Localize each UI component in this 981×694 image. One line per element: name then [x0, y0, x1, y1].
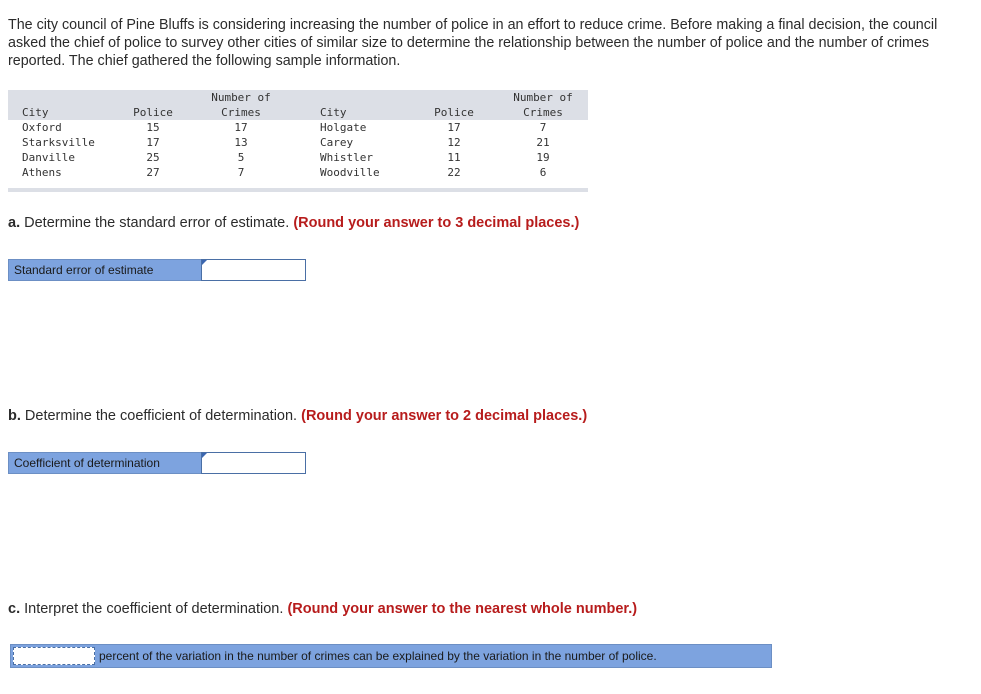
header-city-right: City	[320, 106, 347, 119]
question-c-text: Interpret the coefficient of determination.	[24, 601, 284, 617]
question-c-note: (Round your answer to the nearest whole number.)	[287, 601, 638, 617]
table-cell-city: Athens	[22, 166, 62, 179]
question-b-text: Determine the coefficient of determination.	[24, 408, 298, 424]
table-cell-city: Danville	[22, 151, 75, 164]
table-cell-police: 27	[146, 166, 160, 179]
table-cell-city: Starksville	[22, 136, 95, 149]
interpretation-row	[10, 644, 772, 668]
table-cell-crimes: 13	[234, 136, 248, 149]
table-cell-city: Woodville	[320, 166, 380, 179]
question-a-letter: a.	[8, 215, 21, 231]
table-cell-police: 12	[447, 136, 461, 149]
table-cell-city: Holgate	[320, 121, 367, 134]
table-cell-police: 17	[146, 136, 160, 149]
question-a-text: Determine the standard error of estimate.	[24, 215, 290, 231]
table-cell-crimes: 21	[536, 136, 550, 149]
standard-error-input[interactable]	[201, 259, 306, 281]
data-table	[8, 90, 588, 192]
table-cell-city: Whistler	[320, 151, 373, 164]
table-bottom-bar	[8, 188, 588, 192]
question-c-letter: c.	[8, 601, 21, 617]
table-cell-crimes: 7	[237, 166, 245, 179]
header-police-right: Police	[434, 106, 474, 119]
table-cell-police: 17	[447, 121, 461, 134]
coefficient-label: Coefficient of determination	[8, 452, 207, 474]
question-a-note: (Round your answer to 3 decimal places.)	[293, 215, 580, 231]
question-b-note: (Round your answer to 2 decimal places.)	[301, 408, 588, 424]
table-cell-crimes: 19	[536, 151, 550, 164]
header-police-left: Police	[133, 106, 173, 119]
question-b-letter: b.	[8, 408, 21, 424]
table-cell-crimes: 6	[539, 166, 547, 179]
header-crimes-right-line1: Number of	[513, 91, 573, 104]
header-crimes-left-line1: Number of	[211, 91, 271, 104]
table-header-bar	[8, 90, 588, 120]
table-cell-city: Oxford	[22, 121, 62, 134]
input-flag-icon	[202, 453, 207, 458]
table-cell-crimes: 17	[234, 121, 248, 134]
coefficient-input[interactable]	[201, 452, 306, 474]
question-b	[8, 408, 587, 424]
table-cell-crimes: 7	[539, 121, 547, 134]
question-c	[8, 601, 637, 617]
input-flag-icon	[202, 260, 207, 265]
table-cell-crimes: 5	[237, 151, 245, 164]
problem-statement: The city council of Pine Bluffs is considering increasing the number of police in an effort to reduce crime. Before making a final decision, the council asked the chief of police to survey other cities of similar size to determine the relationship between the number of police and the number of crimes reported. The chief gathered the following sample information.	[8, 17, 938, 69]
header-crimes-right-line2: Crimes	[523, 106, 563, 119]
table-cell-police: 11	[447, 151, 461, 164]
standard-error-label: Standard error of estimate	[8, 259, 207, 281]
table-cell-city: Carey	[320, 136, 354, 149]
table-cell-police: 22	[447, 166, 461, 179]
header-crimes-left-line2: Crimes	[221, 106, 261, 119]
header-city-left: City	[22, 106, 49, 119]
table-cell-police: 25	[146, 151, 160, 164]
question-a	[8, 215, 579, 231]
table-cell-police: 15	[146, 121, 160, 134]
percent-input[interactable]	[13, 647, 95, 665]
interpretation-sentence: percent of the variation in the number of crimes can be explained by the variation in the number of police.	[99, 649, 657, 663]
